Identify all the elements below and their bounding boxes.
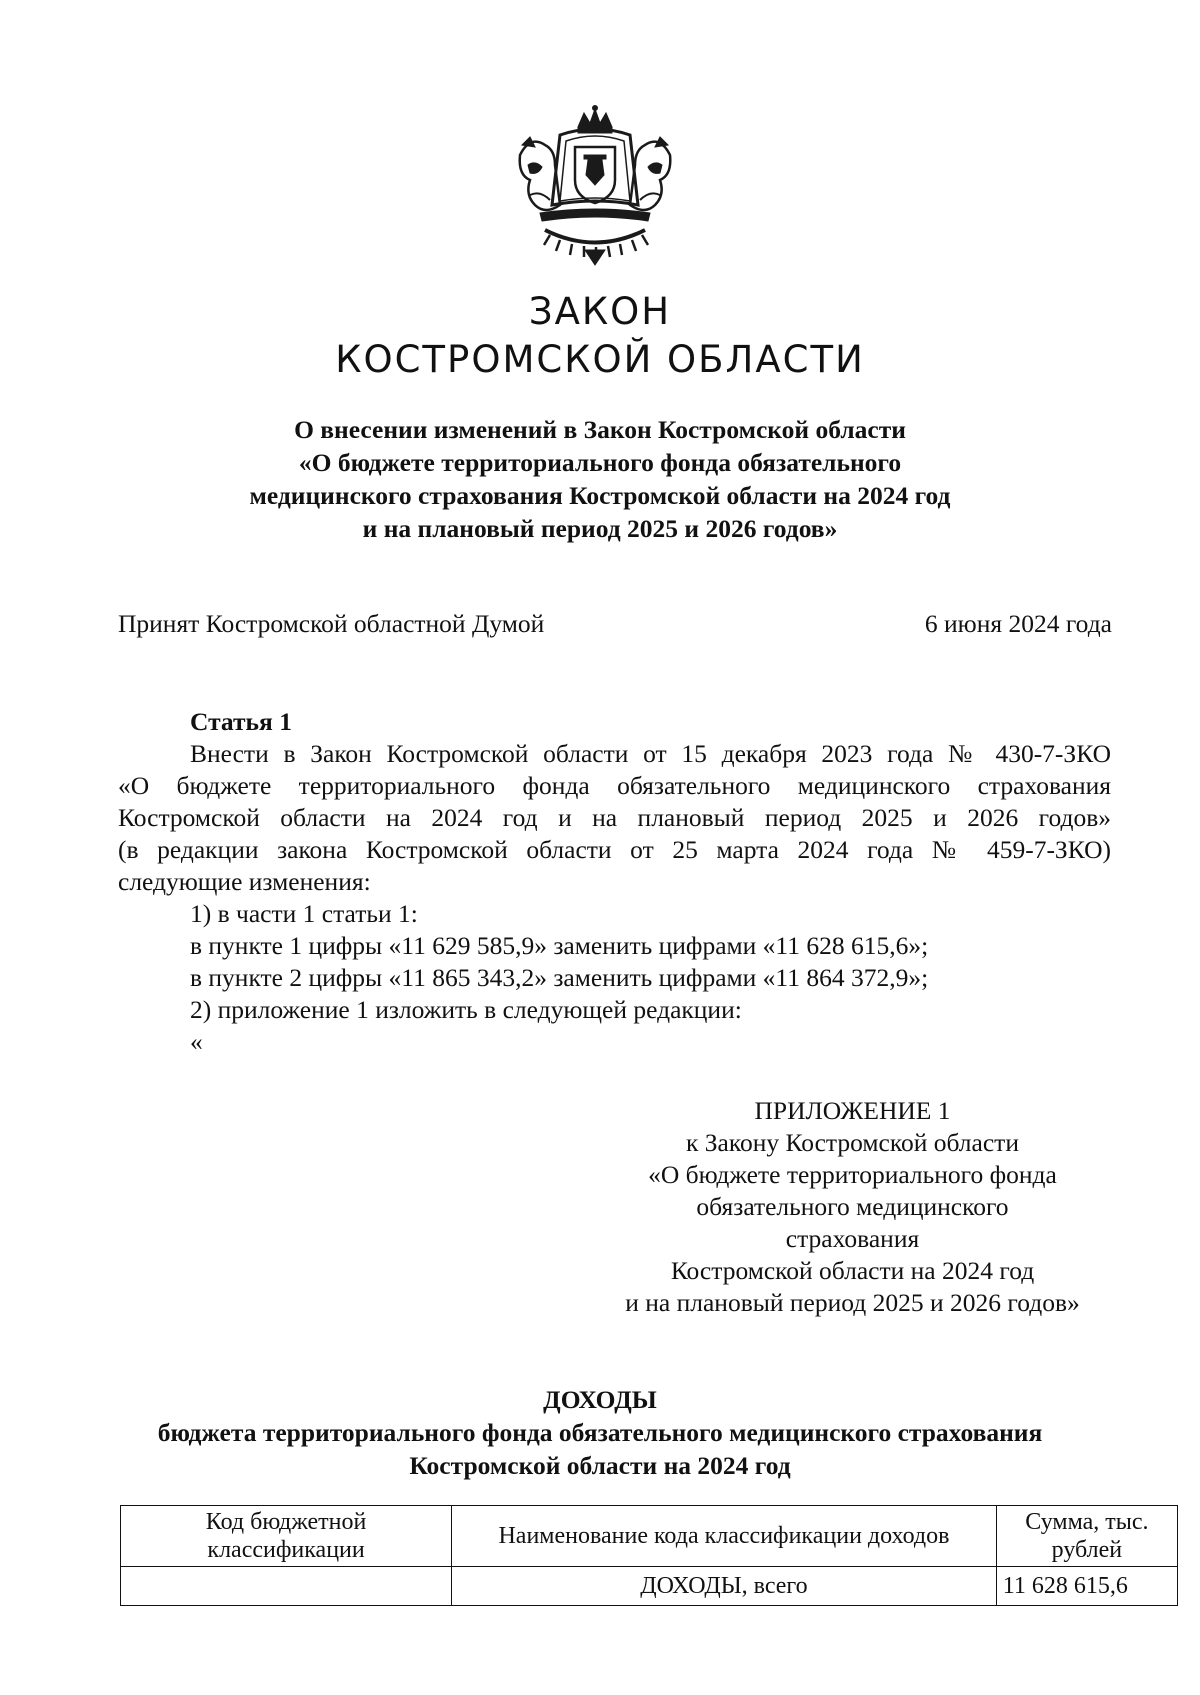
subject-line: и на плановый период 2025 и 2026 годов» — [362, 514, 838, 543]
article-paragraph-line: следующие изменения: — [118, 867, 371, 896]
article-paragraph-line: (в редакции закона Костромской области от 25 марта 2024 года № 459-7-ЗКО) — [118, 835, 1111, 864]
table-row — [121, 1567, 1178, 1606]
appendix-line: и на плановый период 2025 и 2026 годов» — [625, 1288, 1080, 1317]
adopted-date: 6 июня 2024 года — [924, 609, 1112, 638]
table-cell-code — [121, 1567, 452, 1606]
article-paragraph-line: «О бюджете территориального фонда обязательного медицинского страхования — [118, 771, 1111, 800]
region-title: КОСТРОМСКОЙ ОБЛАСТИ — [335, 338, 865, 381]
subject-line: медицинского страхования Костромской области на 2024 год — [249, 481, 951, 510]
appendix-line: Костромской области на 2024 год — [670, 1256, 1035, 1285]
table-cell-name: ДОХОДЫ, всего — [452, 1567, 997, 1606]
income-table — [120, 1505, 1178, 1606]
opening-quote: « — [190, 1027, 203, 1056]
column-header-sum: Сумма, тыс. рублей — [996, 1506, 1177, 1567]
subject-line: О внесении изменений в Закон Костромской области — [294, 415, 906, 444]
appendix-line: ПРИЛОЖЕНИЕ 1 — [754, 1096, 951, 1125]
appendix-line: «О бюджете территориального фонда — [648, 1160, 1057, 1189]
column-header-name: Наименование кода классификации доходов — [452, 1506, 997, 1567]
subject-line: «О бюджете территориального фонда обязательного — [298, 448, 902, 477]
law-subject — [0, 413, 1200, 545]
appendix-line: страхования — [785, 1224, 920, 1253]
article-item: в пункте 1 цифры «11 629 585,9» заменить цифрами «11 628 615,6»; — [190, 931, 929, 960]
article-paragraph-line: Костромской области на 2024 год и на плановый период 2025 и 2026 годов» — [118, 803, 1111, 832]
income-heading-line: бюджета территориального фонда обязательного медицинского страхования — [157, 1418, 1043, 1447]
law-title: ЗАКОН — [528, 290, 672, 333]
adopted-by: Принят Костромской областной Думой — [118, 609, 545, 638]
coat-of-arms-emblem — [500, 105, 690, 270]
article-item: в пункте 2 цифры «11 865 343,2» заменить цифрами «11 864 372,9»; — [190, 963, 929, 992]
article-paragraph-line: Внести в Закон Костромской области от 15 декабря 2023 года № 430-7-ЗКО — [190, 739, 1111, 768]
income-heading-line: Костромской области на 2024 год — [409, 1451, 791, 1480]
table-cell-sum: 11 628 615,6 — [996, 1567, 1177, 1606]
appendix-line: к Закону Костромской области — [686, 1128, 1019, 1157]
appendix-line: обязательного медицинского — [696, 1192, 1009, 1221]
article-item: 2) приложение 1 изложить в следующей редакции: — [190, 995, 742, 1024]
income-heading-title: ДОХОДЫ — [543, 1385, 657, 1414]
article-item: 1) в части 1 статьи 1: — [190, 899, 418, 928]
table-header-row — [121, 1506, 1178, 1567]
column-header-code: Код бюджетной классификации — [121, 1506, 452, 1567]
article-heading: Статья 1 — [190, 707, 292, 736]
